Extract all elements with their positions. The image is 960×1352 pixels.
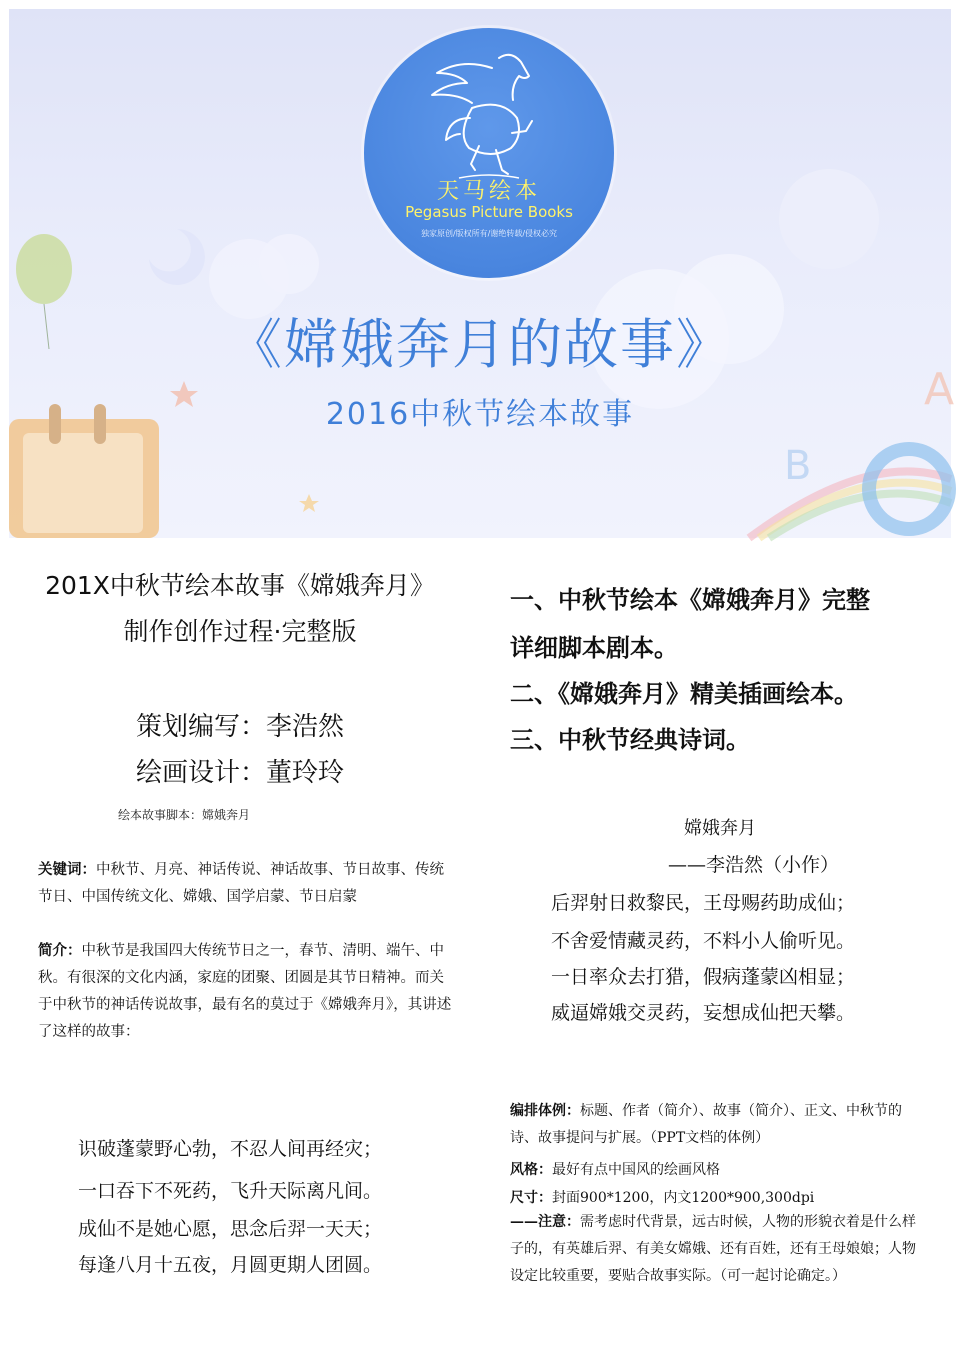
keywords-paragraph [38,856,453,911]
left-poem-line: 成仙不是她心愿，思念后羿一天天； [78,1218,383,1240]
planner-credit: 策划编写：李浩然 [135,712,344,742]
style-text: 最好有点中国风的绘画风格 [552,1162,720,1178]
poem-title: 嫦娥奔月 [684,818,756,839]
intro-paragraph [38,937,453,1046]
right-poem-line: 后羿射日救黎民，王母赐药助成仙； [551,892,856,914]
logo-chinese-name: 天马绘本 [436,179,541,204]
document-title-line2: 制作创作过程·完整版 [123,617,357,646]
attention-label: ——注意： [510,1214,580,1230]
left-poem-line: 一口吞下不死药，飞升天际离凡间。 [78,1180,383,1202]
size-label: 尺寸： [510,1190,552,1206]
content-list-item: 三、中秋节经典诗词。 [510,725,750,754]
size-note [510,1187,814,1207]
right-poem-line: 不舍爱情藏灵药，不料小人偷听见。 [551,930,856,952]
content-list-item: 一、中秋节绘本《嫦娥奔月》完整 [510,585,870,614]
script-caption: 绘本故事脚本：嫦娥奔月 [118,808,251,822]
size-text: 封面900*1200，内文1200*900,300dpi [552,1190,815,1206]
content-list-item: 二、《嫦娥奔月》精美插画绘本。 [510,679,858,708]
layout-note [510,1098,925,1152]
cover-banner [9,9,955,538]
banner-subtitle: 2016中秋节绘本故事 [325,397,635,432]
document-title-line1: 201X中秋节绘本故事《嫦娥奔月》 [45,571,435,600]
pegasus-logo [364,28,614,278]
layout-text: 标题、作者（简介）、故事（简介）、正文、中秋节的诗、故事提问与扩展。（PPT文档的体例） [510,1103,902,1146]
right-poem-line: 威逼嫦娥交灵药，妄想成仙把天攀。 [551,1002,856,1024]
svg-text:B: B [784,443,812,489]
intro-text: 中秋节是我国四大传统节日之一，春节、清明、端午、中秋。有很深的文化内涵，家庭的团聚、团圆是其节日精神。而关于中秋节的神话传说故事，最有名的莫过于《嫦娥奔月》，其讲述了这样的故事： [38,943,452,1040]
style-label: 风格： [510,1162,552,1178]
logo-copyright-note: 独家原创/版权所有/谢绝转载/侵权必究 [420,229,558,238]
intro-label: 简介： [38,942,82,959]
keywords-text: 中秋节、月亮、神话传说、神话故事、节日故事、传统节日、中国传统文化、嫦娥、国学启蒙、节日启蒙 [38,862,444,905]
right-poem-line: 一日率众去打猎，假病蓬蒙凶相显； [551,966,856,988]
attention-note [510,1209,925,1290]
poem-author: ——李浩然（小作） [668,854,840,876]
content-list-item: 详细脚本剧本。 [510,633,678,662]
attention-text: 需考虑时代背景，远古时候，人物的形貌衣着是什么样子的，有英雄后羿、有美女嫦娥、还有百姓，还有王母娘娘；人物设定比较重要，要贴合故事实际。（可一起讨论确定。） [510,1214,916,1284]
pegasus-icon [364,28,614,278]
svg-text:A: A [924,364,955,415]
left-poem-line: 识破蓬蒙野心勃，不忍人间再经灾； [78,1138,383,1160]
keywords-label: 关键词： [38,861,96,878]
logo-english-name: Pegasus Picture Books [405,203,573,221]
layout-label: 编排体例： [510,1103,580,1119]
style-note [510,1159,720,1179]
banner-title: 《嫦娥奔月的故事》 [228,313,732,376]
illustrator-credit: 绘画设计：董玲玲 [135,758,344,788]
left-poem-line: 每逢八月十五夜，月圆更期人团圆。 [78,1254,383,1276]
